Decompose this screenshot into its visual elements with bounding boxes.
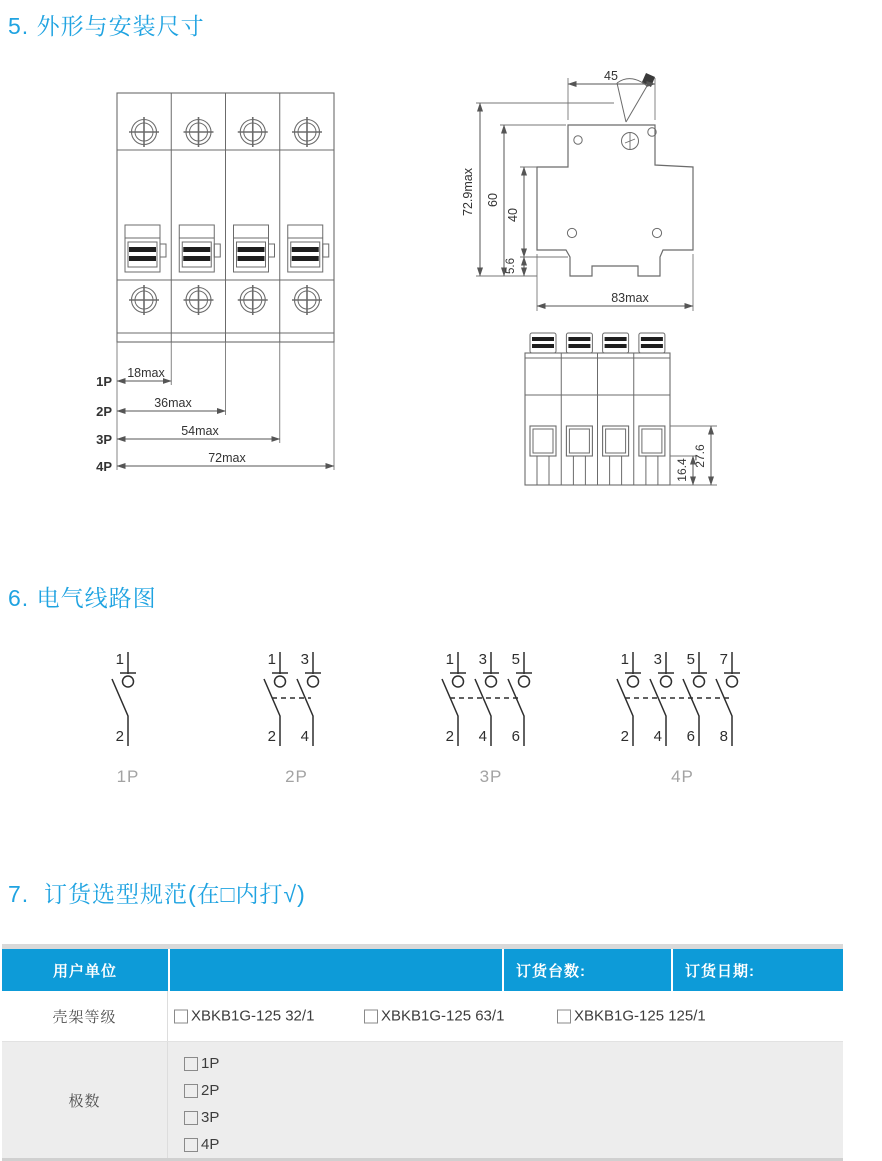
pole-option xyxy=(184,1050,843,1077)
terminal-number: 5 xyxy=(511,651,520,668)
checkbox-icon[interactable] xyxy=(557,1009,571,1023)
top-view-drawing xyxy=(496,320,736,505)
terminal-number: 4 xyxy=(300,728,309,745)
dim-label: 72.9max xyxy=(461,168,475,216)
dim-label: 72max xyxy=(208,451,246,465)
frame-option xyxy=(174,1008,314,1025)
front-view-drawing xyxy=(88,86,338,478)
checkbox-icon[interactable] xyxy=(184,1084,198,1098)
lever-tip xyxy=(642,73,655,87)
terminal-number: 4 xyxy=(478,728,487,745)
dim-label: 40 xyxy=(506,208,520,222)
diagram-label: 1P xyxy=(116,767,140,786)
circuit-diagram-3p-svg xyxy=(438,646,544,748)
terminal-number: 1 xyxy=(267,651,276,668)
side-view-drawing xyxy=(458,70,718,325)
circuit-diagram-4p-svg xyxy=(613,646,752,748)
frame-option-label: XBKB1G-125 63/1 xyxy=(381,1007,505,1025)
frame-option xyxy=(364,1008,504,1025)
dim-label: 18max xyxy=(127,366,165,380)
dim-label: 54max xyxy=(181,424,219,438)
circuit-diagram-1p-svg xyxy=(108,646,148,748)
pole-option-label: 4P xyxy=(201,1136,220,1153)
terminal-number: 8 xyxy=(719,728,728,745)
frame-option-label: XBKB1G-125 125/1 xyxy=(574,1007,706,1025)
header-user-unit: 用户单位 xyxy=(2,949,168,991)
terminal-number: 6 xyxy=(686,728,695,745)
terminal-number: 6 xyxy=(511,728,520,745)
pole-option-label: 3P xyxy=(201,1109,220,1126)
checkbox-icon[interactable] xyxy=(184,1057,198,1071)
frame-rating-label: 壳架等级 xyxy=(2,991,168,1041)
terminal-number: 3 xyxy=(478,651,487,668)
diagram-label: 2P xyxy=(285,767,308,786)
pole-label: 2P xyxy=(96,404,112,419)
circuit-diagram-3p xyxy=(438,646,544,787)
dim-label: 83max xyxy=(611,291,649,305)
terminal-number: 7 xyxy=(719,651,728,668)
circuit-diagram-2p-svg xyxy=(260,646,333,748)
pole-option xyxy=(184,1104,843,1131)
pole-label: 3P xyxy=(96,432,112,447)
section-outline-title: 5. 外形与安装尺寸 xyxy=(8,13,205,39)
frame-rating-options xyxy=(168,991,843,1041)
poles-row xyxy=(2,1042,843,1158)
pole-option xyxy=(184,1131,843,1158)
terminal-number: 1 xyxy=(620,651,629,668)
terminal-number: 2 xyxy=(267,728,276,745)
terminal-number: 1 xyxy=(445,651,454,668)
pole-option xyxy=(184,1077,843,1104)
dim-label: 36max xyxy=(154,396,192,410)
dim-label: 60 xyxy=(486,193,500,207)
frame-rating-row xyxy=(2,991,843,1042)
diagram-label: 4P xyxy=(671,767,694,786)
checkbox-icon[interactable] xyxy=(184,1138,198,1152)
circuit-diagram-1p xyxy=(108,646,148,787)
dim-label: 16.4 xyxy=(675,458,689,482)
pole-option-label: 2P xyxy=(201,1082,220,1099)
pole-option-label: 1P xyxy=(201,1055,220,1072)
dim-label: 45 xyxy=(604,70,618,83)
pole-label: 4P xyxy=(96,459,112,474)
order-table-header xyxy=(2,949,843,991)
section-circuit-title: 6. 电气线路图 xyxy=(8,585,157,611)
section-ordering-title: 7. 订货选型规范(在□内打√) xyxy=(8,881,306,907)
dim-label: 5.6 xyxy=(505,258,517,274)
terminal-number: 3 xyxy=(300,651,309,668)
checkbox-icon[interactable] xyxy=(364,1009,378,1023)
header-user-unit-value xyxy=(170,949,502,991)
terminal-number: 2 xyxy=(115,728,124,745)
header-order-qty: 订货台数: xyxy=(504,949,671,991)
header-order-date: 订货日期: xyxy=(673,949,843,991)
diagram-label: 3P xyxy=(479,767,503,786)
order-table xyxy=(2,944,843,1161)
poles-options xyxy=(168,1042,843,1158)
frame-option xyxy=(557,1008,706,1025)
terminal-number: 1 xyxy=(115,651,124,668)
terminal-number: 5 xyxy=(686,651,695,668)
terminal-number: 2 xyxy=(620,728,629,745)
checkbox-icon[interactable] xyxy=(174,1009,188,1023)
terminal-number: 4 xyxy=(653,728,662,745)
dim-label: 27.6 xyxy=(693,444,707,468)
pole-label: 1P xyxy=(96,374,112,389)
poles-label: 极数 xyxy=(2,1042,168,1158)
terminal-number: 2 xyxy=(445,728,454,745)
terminal-number: 3 xyxy=(653,651,662,668)
circuit-diagram-2p xyxy=(260,646,333,787)
circuit-diagram-4p xyxy=(613,646,752,787)
frame-option-label: XBKB1G-125 32/1 xyxy=(191,1007,315,1025)
checkbox-icon[interactable] xyxy=(184,1111,198,1125)
